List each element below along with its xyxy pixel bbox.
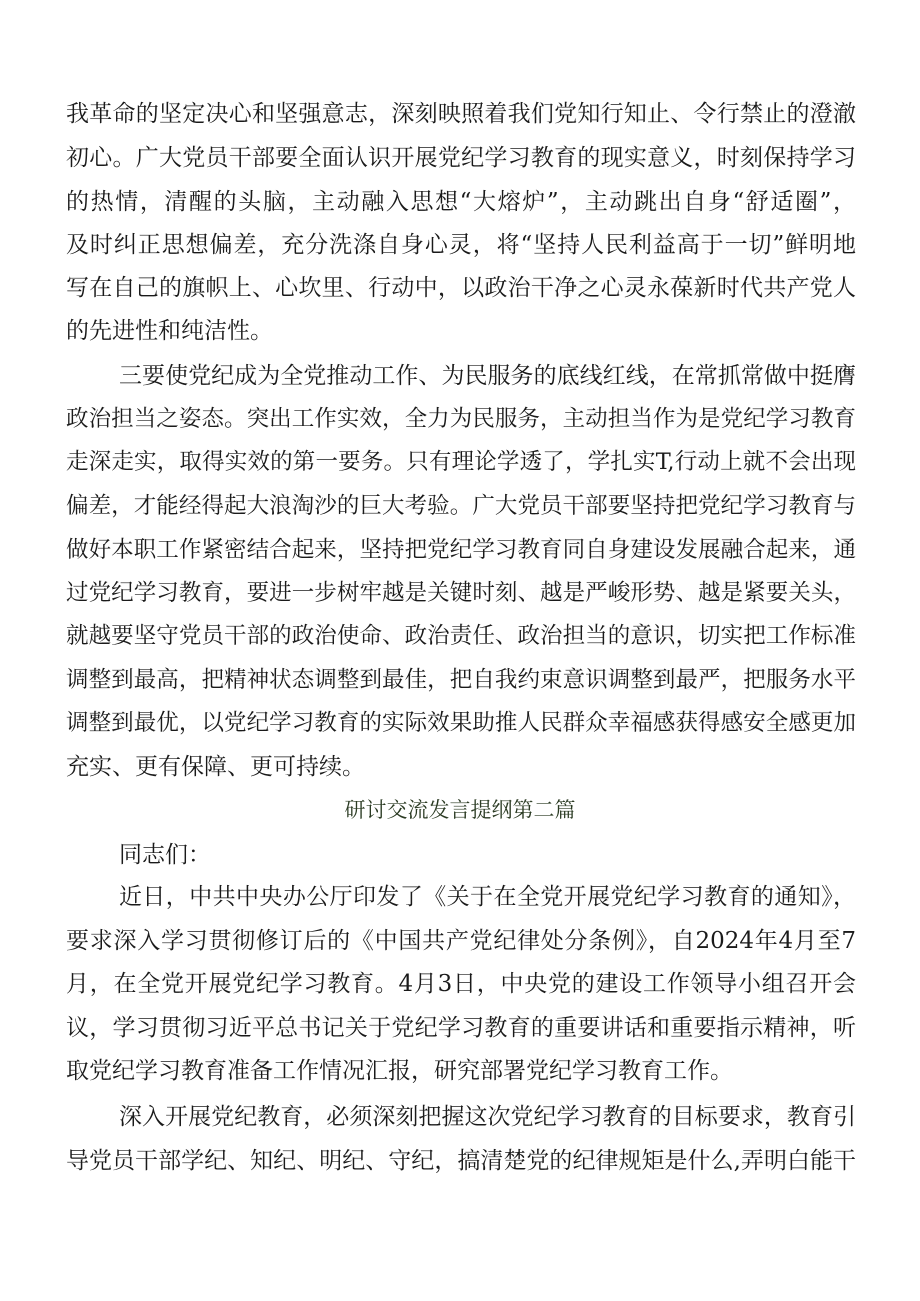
text-line: 及时纠正思想偏差，充分洗涤自身心灵，将“坚持人民利益高于一切”鲜明地 bbox=[66, 232, 856, 258]
text-line: 初心。广大党员干部要全面认识开展党纪学习教育的现实意义，时刻保持学习 bbox=[66, 145, 856, 171]
text-line: 月，在全党开展党纪学习教育。4月3日，中央党的建设工作领导小组召开会 bbox=[66, 971, 856, 997]
text-line: 偏差，才能经得起大浪淘沙的巨大考验。广大党员干部要坚持把党纪学习教育与 bbox=[66, 493, 856, 519]
text-line: 导党员干部学纪、知纪、明纪、守纪，搞清楚党的纪律规矩是什么,弄明白能干 bbox=[66, 1148, 856, 1174]
text-line: 就越要坚守党员干部的政治使命、政治责任、政治担当的意识，切实把工作标准 bbox=[66, 623, 856, 649]
text-line: 三要使党纪成为全党推动工作、为民服务的底线红线，在常抓常做中挺膺 bbox=[119, 363, 856, 389]
text-line: 充实、更有保障、更可持续。 bbox=[66, 754, 365, 780]
text-line: 调整到最优，以党纪学习教育的实际效果助推人民群众幸福感获得感安全感更加 bbox=[66, 710, 856, 736]
section-title: 研讨交流发言提纲第二篇 bbox=[344, 798, 576, 822]
text-line: 写在自己的旗帜上、心坎里、行动中，以政治干净之心灵永葆新时代共产党人 bbox=[66, 275, 856, 301]
text-line: 我革命的坚定决心和坚强意志，深刻映照着我们党知行知止、令行禁止的澄澈 bbox=[66, 101, 856, 127]
text-line: 政治担当之姿态。突出工作实效，全力为民服务，主动担当作为是党纪学习教育 bbox=[66, 406, 856, 432]
text-line: 做好本职工作紧密结合起来，坚持把党纪学习教育同自身建设发展融合起来，通 bbox=[66, 537, 856, 563]
greeting: 同志们： bbox=[119, 842, 211, 868]
text-line: 调整到最高，把精神状态调整到最佳，把自我约束意识调整到最严，把服务水平 bbox=[66, 667, 856, 693]
text-line: 要求深入学习贯彻修订后的《中国共产党纪律处分条例》，自2024年4月至7 bbox=[66, 928, 856, 954]
text-line: 走深走实，取得实效的第一要务。只有理论学透了，学扎实T,行动上就不会出现 bbox=[66, 449, 856, 475]
text-line: 深入开展党纪教育，必须深刻把握这次党纪学习教育的目标要求，教育引 bbox=[119, 1104, 856, 1130]
text-line: 过党纪学习教育，要进一步树牢越是关键时刻、越是严峻形势、越是紧要关头， bbox=[66, 580, 856, 606]
text-line: 近日，中共中央办公厅印发了《关于在全党开展党纪学习教育的通知》， bbox=[119, 884, 856, 910]
text-line: 取党纪学习教育准备工作情况汇报，研究部署党纪学习教育工作。 bbox=[66, 1058, 733, 1084]
text-line: 的先进性和纯洁性。 bbox=[66, 318, 273, 344]
text-line: 议，学习贯彻习近平总书记关于党纪学习教育的重要讲话和重要指示精神，听 bbox=[66, 1015, 856, 1041]
text-line: 的热情，清醒的头脑，主动融入思想“大熔炉”，主动跳出自身“舒适圈”， bbox=[66, 189, 856, 215]
